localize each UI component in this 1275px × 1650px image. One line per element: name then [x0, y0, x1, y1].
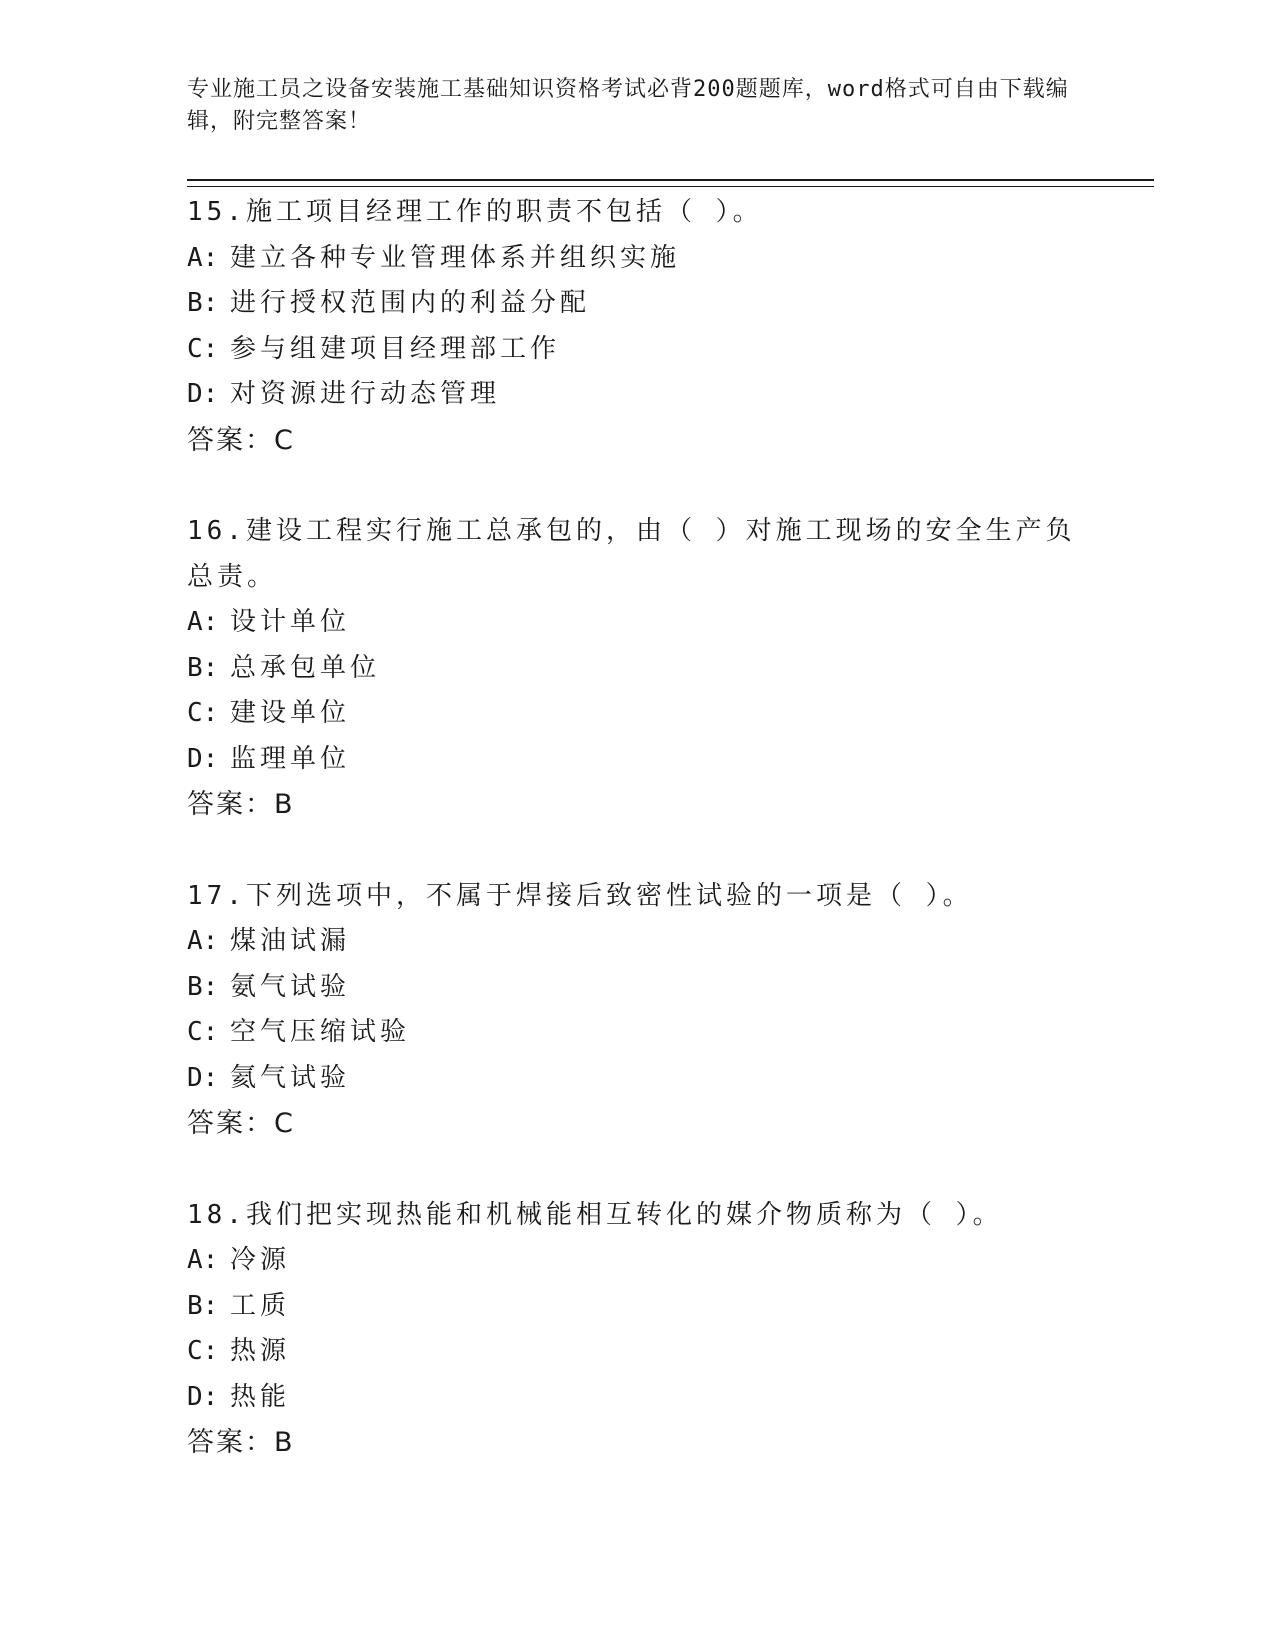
option-b [187, 281, 1087, 327]
option-letter: B: [187, 1290, 219, 1321]
option-letter: C: [187, 1336, 219, 1366]
option-c [187, 1329, 1087, 1375]
option-text: 煤油试漏 [230, 926, 351, 956]
option-a [187, 236, 1087, 282]
question-17 [187, 874, 1087, 1147]
option-b [187, 646, 1087, 692]
option-d [187, 372, 1087, 418]
option-letter: B: [187, 652, 219, 683]
option-a [187, 1238, 1087, 1284]
question-stem: 18.我们把实现热能和机械能相互转化的媒介物质称为（ ）。 [187, 1199, 1003, 1230]
option-letter: C: [187, 1017, 219, 1047]
option-letter: B: [187, 288, 219, 318]
option-text: 氨气试验 [230, 971, 351, 1002]
option-text: 对资源进行动态管理 [230, 379, 501, 409]
option-letter: A: [187, 242, 219, 273]
question-18 [187, 1193, 1087, 1466]
header-divider [187, 179, 1154, 187]
option-b [187, 1284, 1087, 1330]
option-d [187, 1056, 1087, 1102]
option-letter: B: [187, 971, 219, 1002]
option-text: 工质 [230, 1290, 291, 1321]
question-16 [187, 509, 1087, 828]
answer-line: 答案：C [187, 424, 295, 456]
option-text: 热能 [230, 1381, 291, 1412]
question-stem: 16.建设工程实行施工总承包的，由（ ）对施工现场的安全生产负总责。 [187, 516, 1076, 592]
option-c [187, 1010, 1087, 1056]
question-15 [187, 190, 1087, 463]
option-text: 参与组建项目经理部工作 [230, 333, 561, 364]
option-letter: A: [187, 926, 219, 956]
answer-line: 答案：C [187, 1108, 295, 1139]
option-letter: C: [187, 698, 219, 728]
answer-line: 答案：B [187, 789, 295, 820]
option-text: 热源 [230, 1336, 291, 1366]
option-a [187, 919, 1087, 965]
option-text: 监理单位 [230, 743, 351, 774]
option-text: 总承包单位 [230, 652, 381, 683]
option-letter: D: [187, 1062, 219, 1093]
option-text: 建设单位 [230, 698, 351, 728]
question-stem: 15.施工项目经理工作的职责不包括（ ）。 [187, 197, 763, 227]
option-text: 冷源 [230, 1245, 291, 1275]
option-text: 设计单位 [230, 607, 351, 637]
option-letter: A: [187, 1245, 219, 1275]
option-c [187, 327, 1087, 373]
option-c [187, 691, 1087, 737]
option-text: 空气压缩试验 [230, 1017, 411, 1047]
option-text: 进行授权范围内的利益分配 [230, 288, 591, 318]
option-text: 氦气试验 [230, 1062, 351, 1093]
option-d [187, 1375, 1087, 1421]
option-d [187, 737, 1087, 783]
document-header: 专业施工员之设备安装施工基础知识资格考试必背200题题库，word格式可自由下载编辑，附完整答案！ [187, 77, 1069, 134]
option-a [187, 600, 1087, 646]
option-text: 建立各种专业管理体系并组织实施 [230, 242, 681, 273]
option-letter: D: [187, 743, 219, 774]
option-letter: A: [187, 607, 219, 637]
option-b [187, 965, 1087, 1011]
option-letter: D: [187, 1381, 219, 1412]
option-letter: D: [187, 379, 219, 409]
answer-line: 答案：B [187, 1427, 295, 1458]
option-letter: C: [187, 333, 219, 364]
question-list [187, 190, 1087, 1512]
question-stem: 17.下列选项中，不属于焊接后致密性试验的一项是（ ）。 [187, 880, 973, 911]
